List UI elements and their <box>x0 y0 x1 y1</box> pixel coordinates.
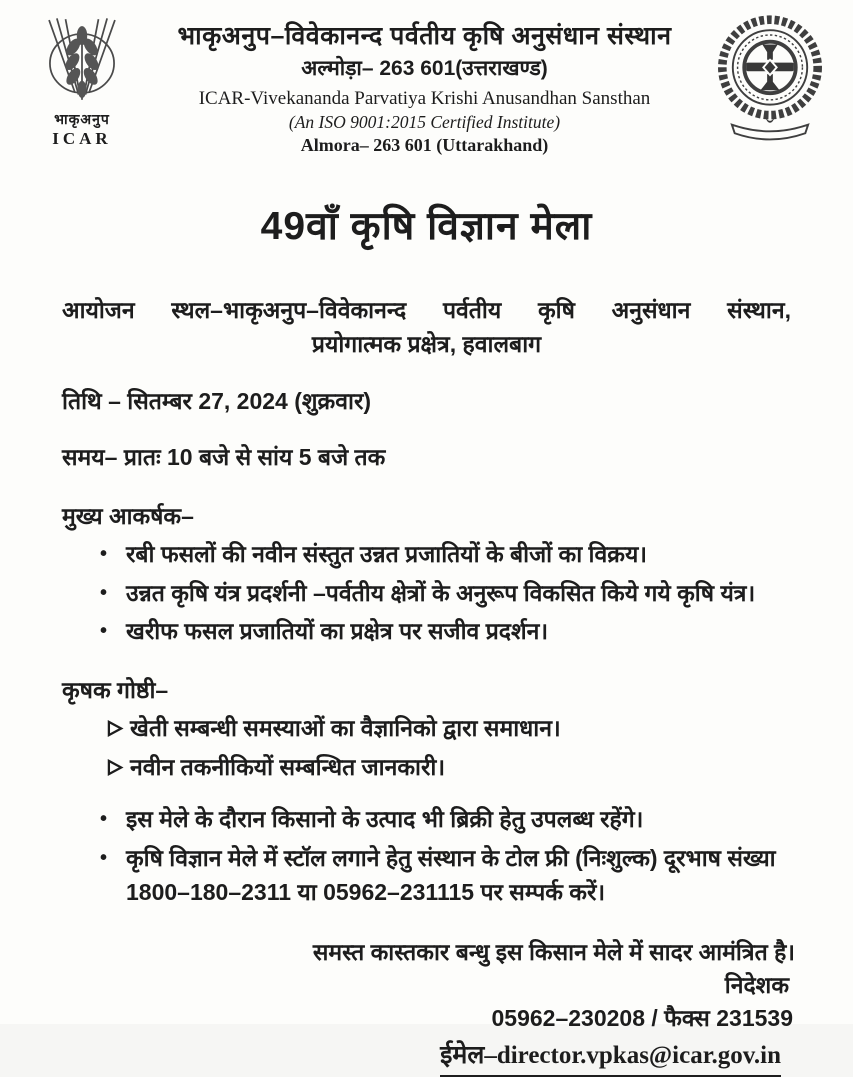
list-item-text: इस मेले के दौरान किसानो के उत्पाद भी ब्रिक्री हेतु उपलब्ध रहेंगे। <box>126 806 644 833</box>
icar-logo-block <box>16 12 148 149</box>
disc-bullet-icon: • <box>100 581 108 604</box>
invitation-line: समस्त कास्तकार बन्धु इस किसान मेले में सादर आमंत्रित है। <box>312 938 795 965</box>
attractions-list <box>62 537 791 649</box>
page-title: 49वाँ कृषि विज्ञान मेला <box>260 204 593 248</box>
list-item-text: कृषि विज्ञान मेले में स्टॉल लगाने हेतु संस्थान के टोल फ्री (निःशुल्क) दूरभाष संख्या 1800–180–2311 या 05962–231115 पर सम्पर्क करें। <box>126 844 776 906</box>
list-item-text: खेती सम्बन्धी समस्याओं का वैज्ञानिको द्वारा समाधान। <box>130 715 561 742</box>
list-item <box>62 576 791 611</box>
list-item <box>62 841 791 910</box>
list-item-text: रबी फसलों की नवीन संस्तुत उन्नत प्रजातियों के बीजों का विक्रय। <box>126 541 648 568</box>
gosthi-list <box>62 711 791 784</box>
list-item-text: नवीन तकनीकियों सम्बन्धित जानकारी। <box>130 753 446 780</box>
venue-line-2: प्रयोगात्मक प्रक्षेत्र, हवालबाग <box>311 331 542 358</box>
disc-bullet-icon: • <box>100 620 108 643</box>
icar-logo-caption-english: ICAR <box>52 129 112 148</box>
phone-fax-line: 05962–230208 / फैक्स 231539 <box>491 1005 793 1032</box>
venue-line-1: आयोजन स्थल–भाकृअनुप–विवेकानन्द पर्वतीय कृषि अनुसंधान संस्थान, <box>62 296 791 323</box>
list-item <box>62 537 791 572</box>
disc-bullet-icon: • <box>100 543 108 566</box>
arrow-bullet-icon <box>100 711 130 737</box>
iso-certification-line: (An ISO 9001:2015 Certified Institute) <box>288 111 561 132</box>
institute-name-hindi: भाकृअनुप–विवेकानन्द पर्वतीय कृषि अनुसंधान संस्थान <box>177 22 672 50</box>
list-item <box>62 750 791 785</box>
disc-bullet-icon: • <box>100 808 108 831</box>
attractions-heading: मुख्य आकर्षक– <box>62 502 194 529</box>
email-line: ईमेल–director.vpkas@icar.gov.in <box>440 1038 781 1077</box>
list-item <box>62 614 791 649</box>
signatory-title: निदेशक <box>724 971 789 998</box>
disc-bullet-icon: • <box>100 846 108 869</box>
date-line: तिथि – सितम्बर 27, 2024 (शुक्रवार) <box>62 387 372 414</box>
institute-address-hindi: अल्मोड़ा– 263 601(उत्तराखण्ड) <box>301 57 548 80</box>
letterhead-text <box>148 12 701 158</box>
list-item <box>62 711 791 746</box>
notice-body <box>0 293 853 910</box>
institute-seal-block <box>701 12 839 140</box>
letterhead <box>0 0 853 158</box>
notes-list <box>62 802 791 910</box>
arrow-bullet-icon <box>100 750 130 776</box>
institute-address-english: Almora– 263 601 (Uttarakhand) <box>300 134 549 155</box>
time-line: समय– प्रातः 10 बजे से सांय 5 बजे तक <box>62 444 386 471</box>
institute-seal-wreath-emblem-icon <box>701 12 839 140</box>
list-item-text: उन्नत कृषि यंत्र प्रदर्शनी –पर्वतीय क्षेत्रों के अनुरूप विकसित किये गये कृषि यंत्र। <box>126 579 756 606</box>
list-item-text: खरीफ फसल प्रजातियों का प्रक्षेत्र पर सजीव प्रदर्शन। <box>126 618 549 645</box>
venue-paragraph <box>62 293 791 362</box>
notice-footer <box>0 936 853 1077</box>
icar-wheat-emblem-icon <box>16 18 148 114</box>
gosthi-heading: कृषक गोष्ठी– <box>62 676 169 703</box>
institute-name-english: ICAR-Vivekananda Parvatiya Krishi Anusandhan Sansthan <box>198 87 651 109</box>
icar-logo-caption-hindi: भाकृअनुप <box>54 111 110 127</box>
list-item <box>62 802 791 837</box>
